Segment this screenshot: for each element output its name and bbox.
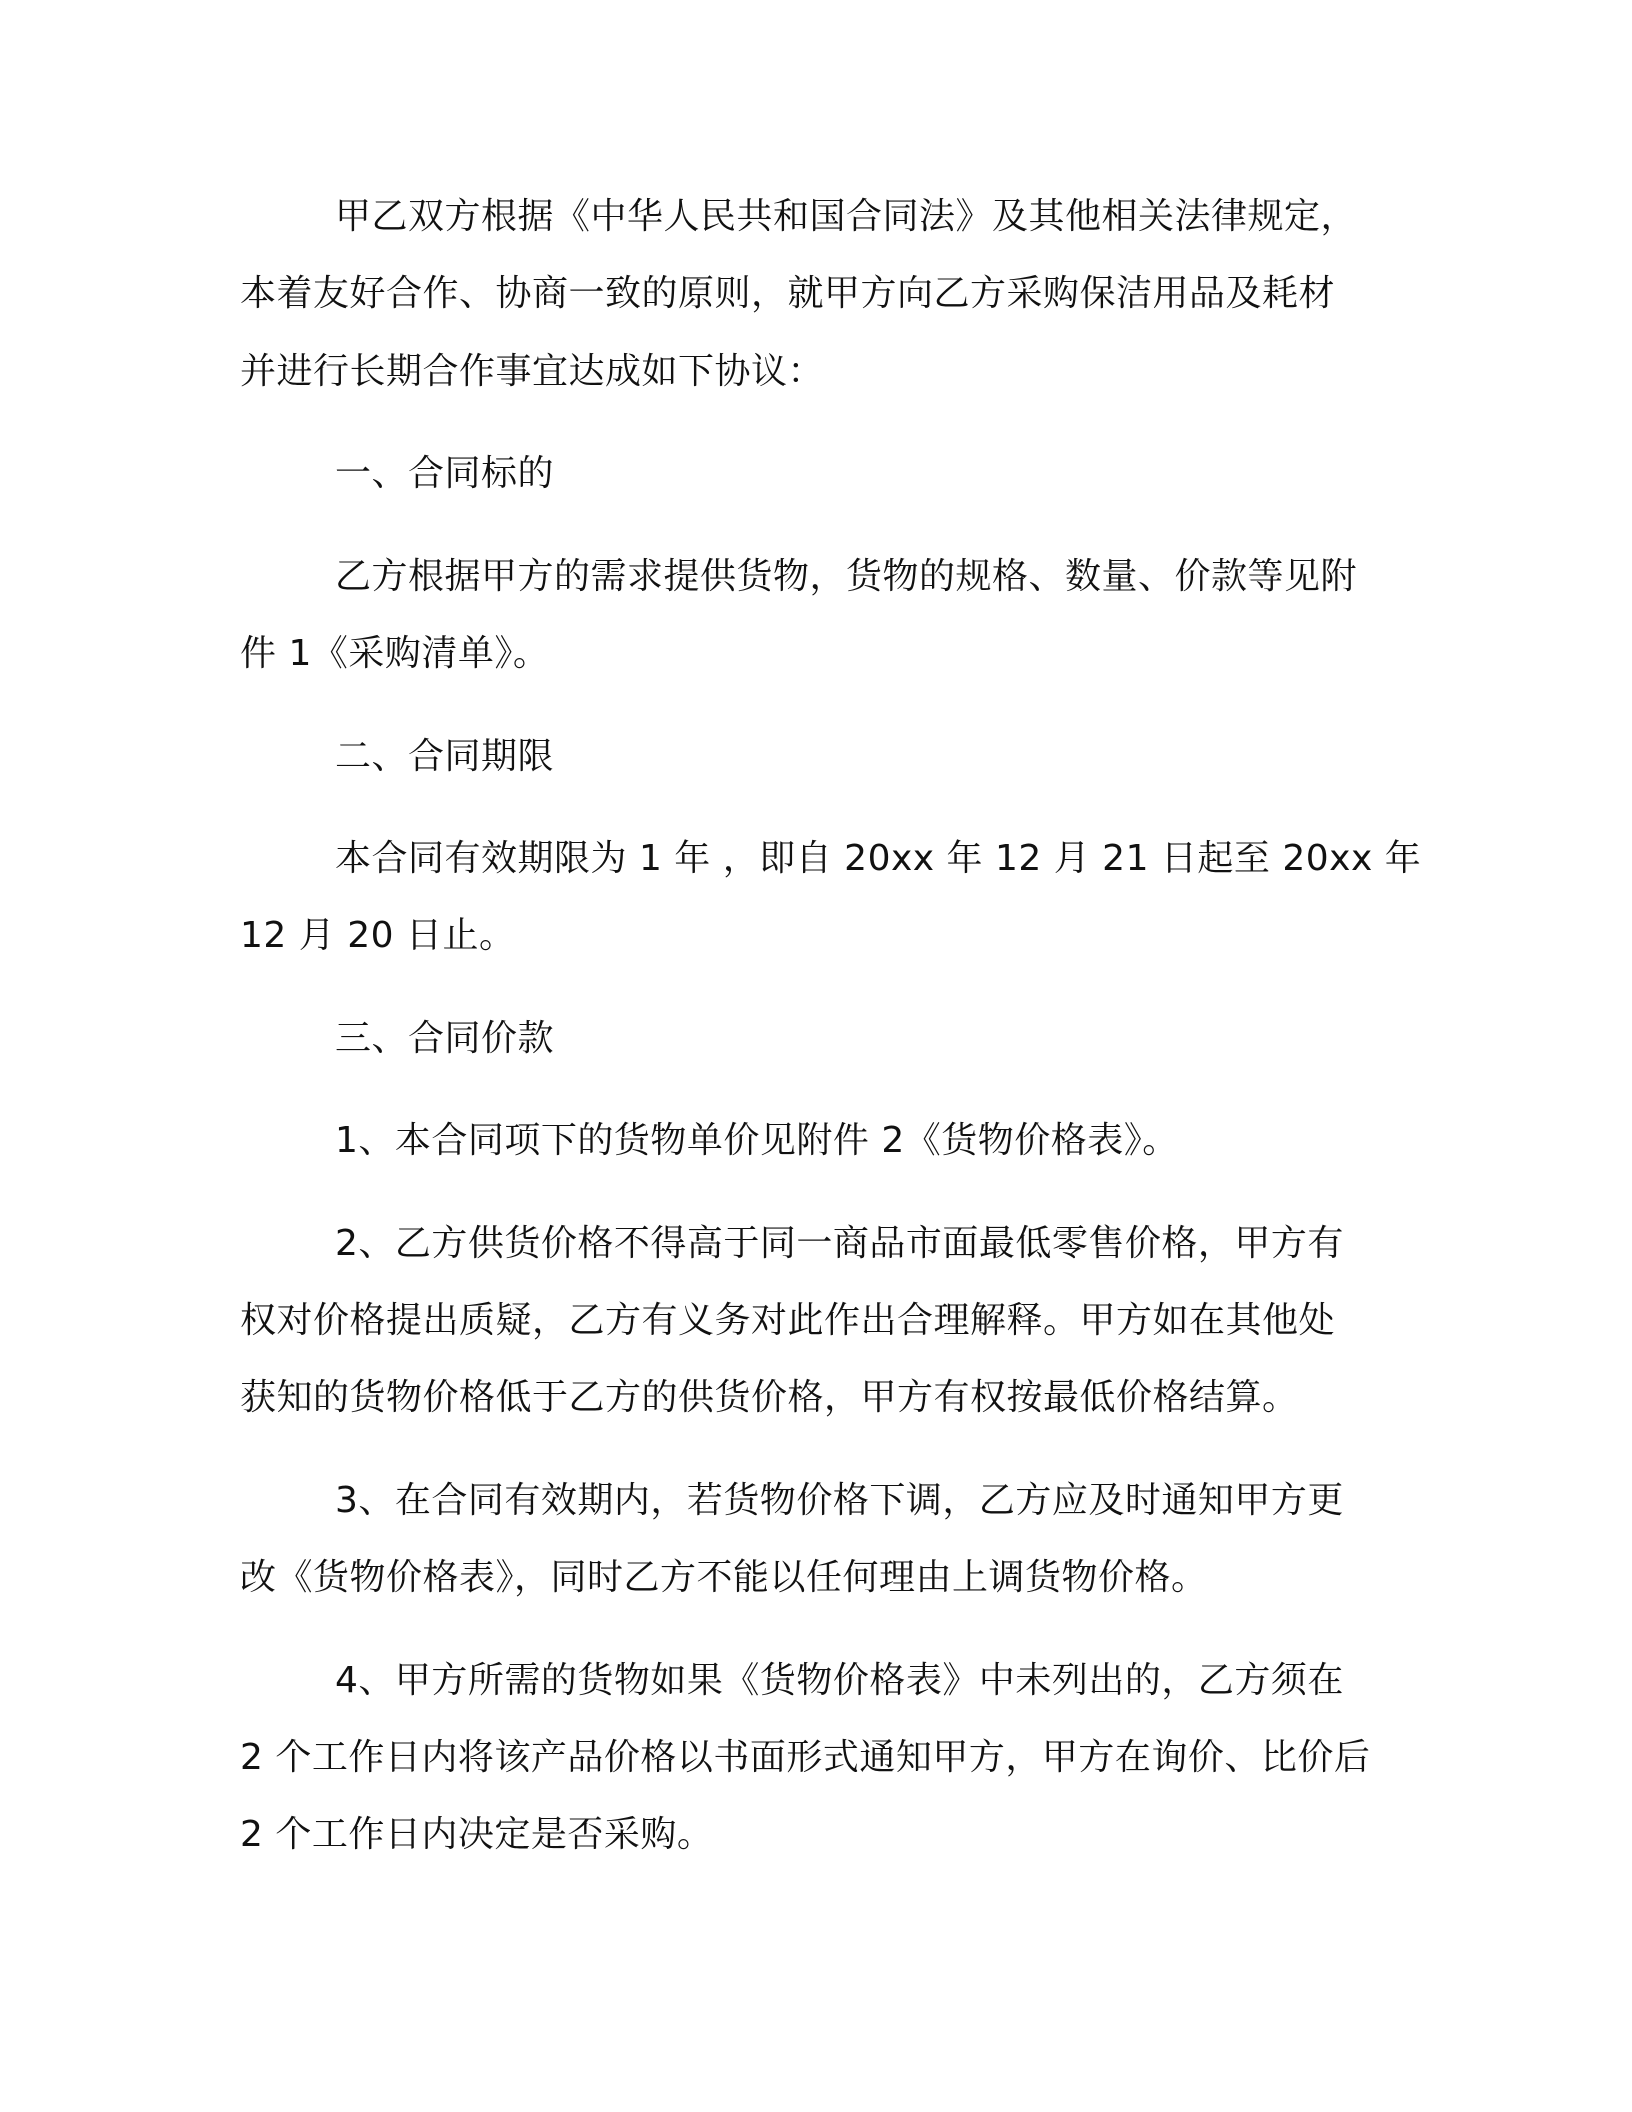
section-1-line-2: 件 1《采购清单》。: [240, 633, 550, 674]
section-1-line-1: 乙方根据甲方的需求提供货物，货物的规格、数量、价款等见附: [335, 556, 1358, 597]
section-3-item-4-line-2: 2 个工作日内将该产品价格以书面形式通知甲方，甲方在询价、比价后: [240, 1737, 1371, 1778]
section-3-item-2-line-3: 获知的货物价格低于乙方的供货价格，甲方有权按最低价格结算。: [240, 1377, 1299, 1418]
section-3-item-4-line-1: 4、甲方所需的货物如果《货物价格表》中未列出的，乙方须在: [335, 1660, 1344, 1701]
section-3-item-3-line-2: 改《货物价格表》，同时乙方不能以任何理由上调货物价格。: [240, 1557, 1208, 1598]
section-1-heading: 一、合同标的: [335, 453, 555, 494]
section-3-heading: 三、合同价款: [335, 1018, 555, 1059]
section-3-item-3-line-1: 3、在合同有效期内，若货物价格下调，乙方应及时通知甲方更: [335, 1480, 1344, 1521]
section-2-heading: 二、合同期限: [335, 736, 555, 777]
intro-line-3: 并进行长期合作事宜达成如下协议：: [240, 351, 825, 392]
section-3-item-2-line-1: 2、乙方供货价格不得高于同一商品市面最低零售价格，甲方有: [335, 1223, 1344, 1264]
intro-line-2: 本着友好合作、协商一致的原则，就甲方向乙方采购保洁用品及耗材: [240, 273, 1336, 314]
section-3-item-2-line-2: 权对价格提出质疑，乙方有义务对此作出合理解释。甲方如在其他处: [240, 1300, 1336, 1341]
intro-line-1: 甲乙双方根据《中华人民共和国合同法》及其他相关法律规定，: [335, 196, 1358, 237]
section-3-item-1-line-1: 1、本合同项下的货物单价见附件 2《货物价格表》。: [335, 1120, 1179, 1161]
section-2-line-1: 本合同有效期限为 1 年 ，即自 20xx 年 12 月 21 日起至 20xx 年: [335, 838, 1422, 879]
section-2-line-2: 12 月 20 日止。: [240, 915, 516, 956]
section-3-item-4-line-3: 2 个工作日内决定是否采购。: [240, 1814, 714, 1855]
